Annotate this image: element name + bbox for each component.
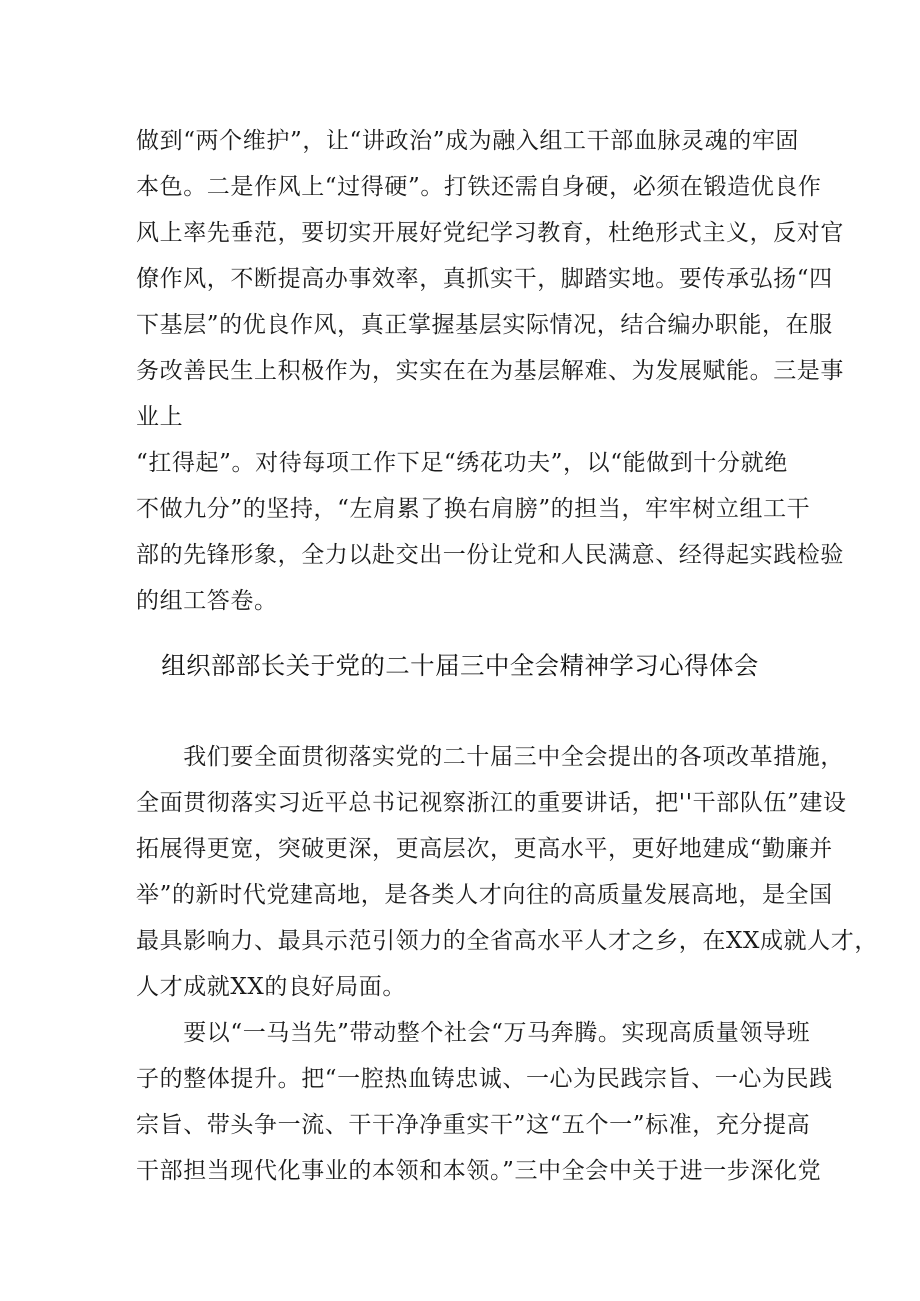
- text-line: 要以“一马当先”带动整个社会“万马奔腾。实现高质量领导班: [136, 1020, 811, 1046]
- text-line: 拓展得更宽，突破更深，更高层次，更高水平，更好地建成“勤廉并: [136, 836, 833, 862]
- text-line: 僚作风，不断提高办事效率，真抓实干，脚踏实地。要传承弘扬“四: [136, 266, 833, 292]
- text-line: 干部担当现代化事业的本领和本领。”三中全会中关于进一步深化党: [136, 1158, 822, 1184]
- text-line: “扛得起”。对待每项工作下足“绣花功夫”，以“能做到十分就绝: [136, 450, 788, 476]
- text-line: 务改善民生上积极作为，实实在在为基层解难、为发展赋能。三是事: [136, 358, 844, 384]
- text-line: 宗旨、带头争一流、干干净净重实干”这“五个一”标准，充分提高: [136, 1112, 811, 1138]
- text-line: 最具影响力、最具示范引领力的全省高水平人才之乡，在XX成就人才，: [136, 928, 878, 954]
- text-line: 风上率先垂范，要切实开展好党纪学习教育，杜绝形式主义，反对官: [136, 220, 844, 246]
- text-line: 子的整体提升。把“一腔热血铸忠诚、一心为民践宗旨、一心为民践: [136, 1066, 833, 1092]
- section-title: 组织部部长关于党的二十届三中全会精神学习心得体会: [161, 651, 759, 680]
- text-line: 做到“两个维护”，让“讲政治”成为融入组工干部血脉灵魂的牢固: [136, 128, 800, 154]
- text-line: 不做九分”的坚持，“左肩累了换右肩膀”的担当，牢牢树立组工干: [136, 496, 811, 522]
- text-line: 业上: [136, 404, 184, 430]
- text-line: 下基层”的优良作风，真正掌握基层实际情况，结合编办职能，在服: [136, 312, 833, 338]
- text-line: 我们要全面贯彻落实党的二十届三中全会提出的各项改革措施，: [136, 744, 844, 770]
- body-paragraphs: [136, 734, 878, 1194]
- text-line: 举”的新时代党建高地，是各类人才向往的高质量发展高地，是全国: [136, 882, 833, 908]
- text-line: 全面贯彻落实习近平总书记视察浙江的重要讲话，把''干部队伍”建设: [136, 790, 847, 816]
- text-line: 本色。二是作风上“过得硬”。打铁还需自身硬，必须在锻造优良作: [136, 174, 822, 200]
- text-line: 的组工答卷。: [136, 588, 278, 614]
- text-line: 人才成就XX的良好局面。: [136, 974, 406, 1000]
- text-line: 部的先锋形象，全力以赴交出一份让党和人民满意、经得起实践检验: [136, 542, 844, 568]
- continued-paragraph: [136, 118, 844, 624]
